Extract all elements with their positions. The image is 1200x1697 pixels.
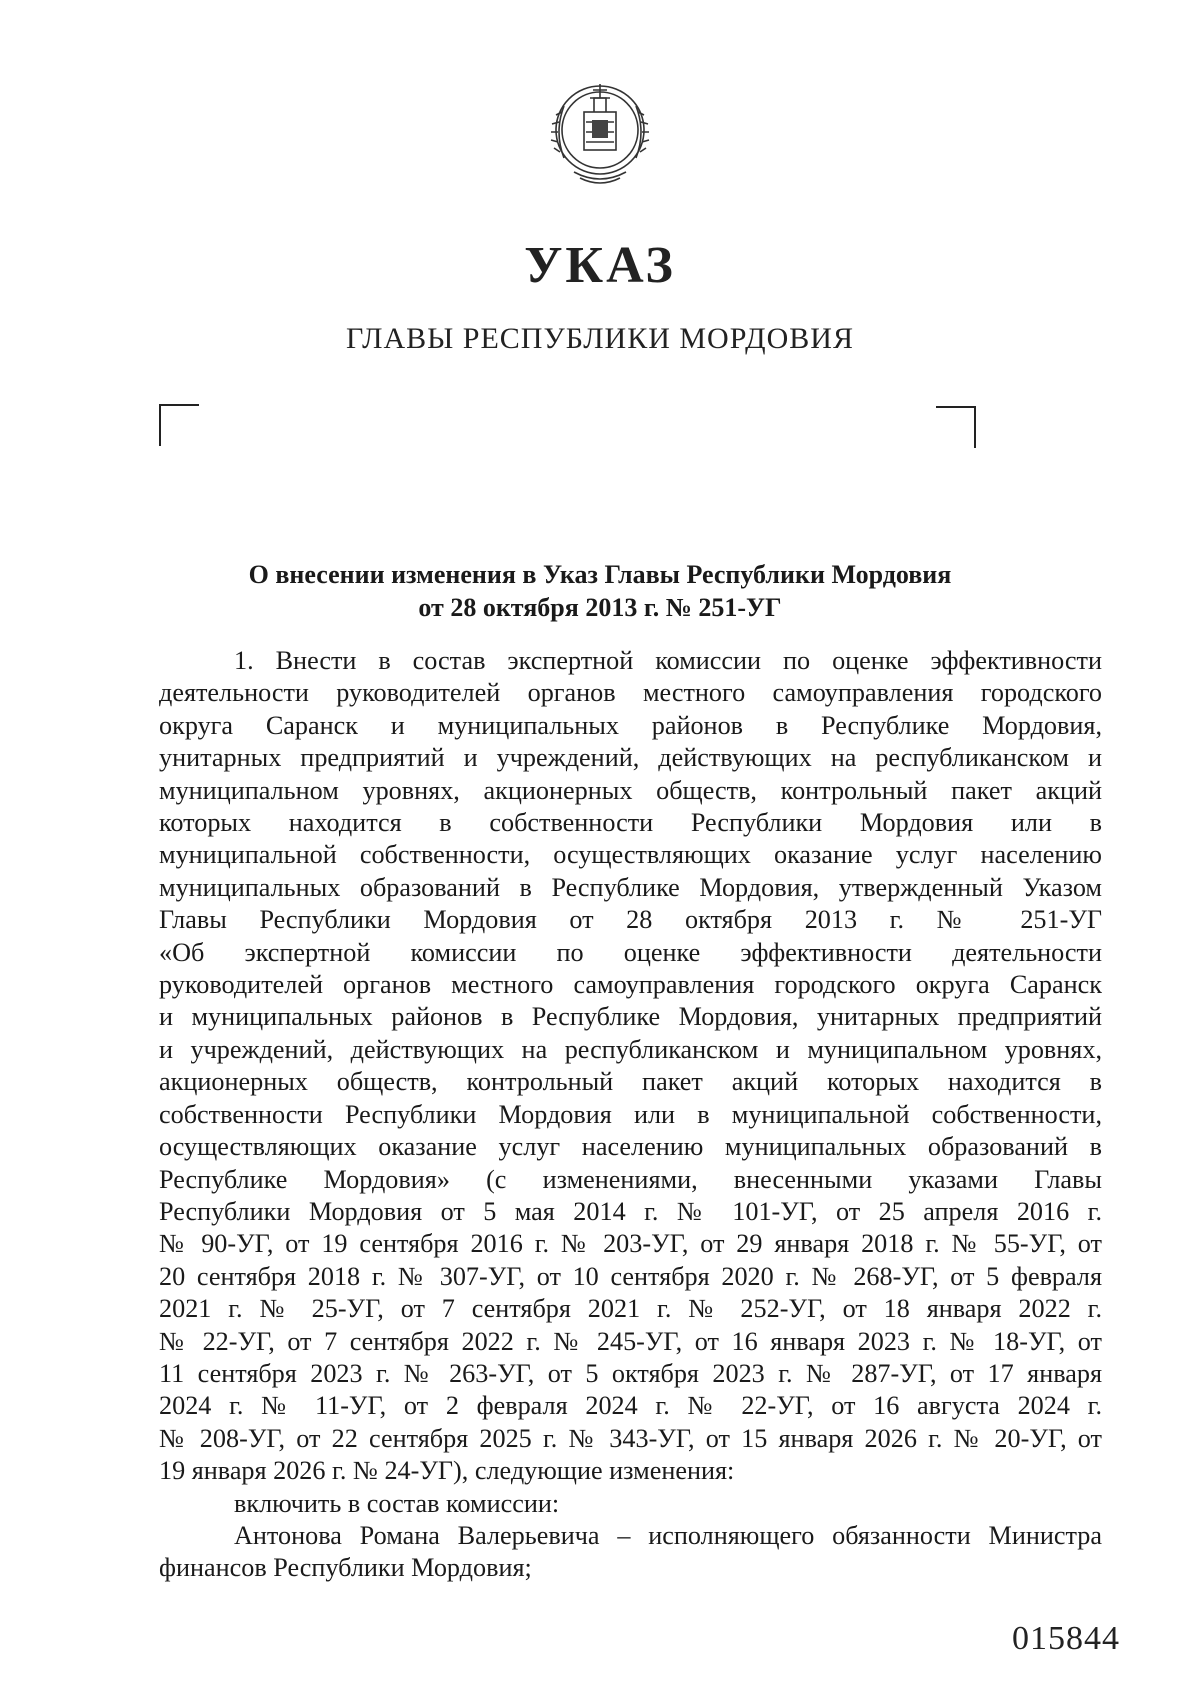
mordovia-coat-of-arms-icon [534, 62, 666, 194]
body-line: муниципальных образований в Республике Мордовия, утвержденный Указом [159, 872, 1102, 902]
body-line: муниципальном уровнях, акционерных обществ, контрольный пакет акций [159, 775, 1102, 805]
body-line: муниципальной собственности, осуществляющих оказание услуг населению [159, 840, 1102, 870]
body-line: унитарных предприятий и учреждений, действующих на республиканском и [159, 743, 1102, 773]
document-heading [160, 558, 1040, 624]
body-line: «Об экспертной комиссии по оценке эффективности деятельности [159, 937, 1102, 967]
body-line: финансов Республики Мордовия; [159, 1553, 532, 1583]
body-line: которых находится в собственности Республики Мордовия или в [159, 808, 1102, 838]
body-line: Республики Мордовия от 5 мая 2014 г. № 101-УГ, от 25 апреля 2016 г. [159, 1196, 1102, 1226]
title-bracket-right [936, 406, 976, 448]
body-line: № 22-УГ, от 7 сентября 2022 г. № 245-УГ, от 16 января 2023 г. № 18-УГ, от [159, 1326, 1102, 1356]
body-line: осуществляющих оказание услуг населению муниципальных образований в [159, 1132, 1102, 1162]
body-line: 2021 г. № 25-УГ, от 7 сентября 2021 г. № 252-УГ, от 18 января 2022 г. [159, 1294, 1102, 1324]
body-line: и учреждений, действующих на республиканском и муниципальном уровнях, [159, 1034, 1102, 1064]
body-line: 1. Внести в состав экспертной комиссии по оценке эффективности [234, 646, 1102, 675]
body-line: руководителей органов местного самоуправления городского округа Саранск [159, 970, 1102, 1000]
body-line: Антонова Романа Валерьевича – исполняющего обязанности Министра [234, 1520, 1102, 1550]
decree-issuer: ГЛАВЫ РЕСПУБЛИКИ МОРДОВИЯ [346, 322, 854, 355]
body-line: Главы Республики Мордовия от 28 октября 2013 г. № 251-УГ [159, 905, 1102, 935]
body-line: 11 сентября 2023 г. № 263-УГ, от 5 октября 2023 г. № 287-УГ, от 17 января [159, 1358, 1102, 1388]
body-line: 19 января 2026 г. № 24-УГ), следующие изменения: [159, 1456, 735, 1486]
document-body [159, 645, 1102, 1585]
body-line: № 208-УГ, от 22 сентября 2025 г. № 343-УГ, от 15 января 2026 г. № 20-УГ, от [159, 1423, 1102, 1453]
body-line: собственности Республики Мордовия или в муниципальной собственности, [159, 1099, 1102, 1129]
decree-title: УКАЗ [524, 237, 676, 294]
body-line: и муниципальных районов в Республике Мордовия, унитарных предприятий [159, 1002, 1102, 1032]
body-line: Республике Мордовия» (с изменениями, внесенными указами Главы [159, 1164, 1102, 1194]
title-bracket-left [159, 404, 199, 446]
body-line: 20 сентября 2018 г. № 307-УГ, от 10 сентября 2020 г. № 268-УГ, от 5 февраля [159, 1261, 1102, 1291]
body-line: округа Саранск и муниципальных районов в Республике Мордовия, [159, 710, 1102, 740]
body-line: акционерных обществ, контрольный пакет акций которых находится в [159, 1067, 1102, 1097]
document-heading-line: О внесении изменения в Указ Главы Республики Мордовия [248, 560, 952, 589]
body-line: 2024 г. № 11-УГ, от 2 февраля 2024 г. № 22-УГ, от 16 августа 2024 г. [159, 1391, 1102, 1421]
body-line: включить в состав комиссии: [234, 1488, 560, 1518]
document-serial-number: 015844 [1012, 1620, 1120, 1657]
body-line: № 90-УГ, от 19 сентября 2016 г. № 203-УГ, от 29 января 2018 г. № 55-УГ, от [159, 1229, 1102, 1259]
body-line: деятельности руководителей органов местного самоуправления городского [159, 678, 1102, 708]
document-heading-line: от 28 октября 2013 г. № 251-УГ [418, 593, 782, 622]
